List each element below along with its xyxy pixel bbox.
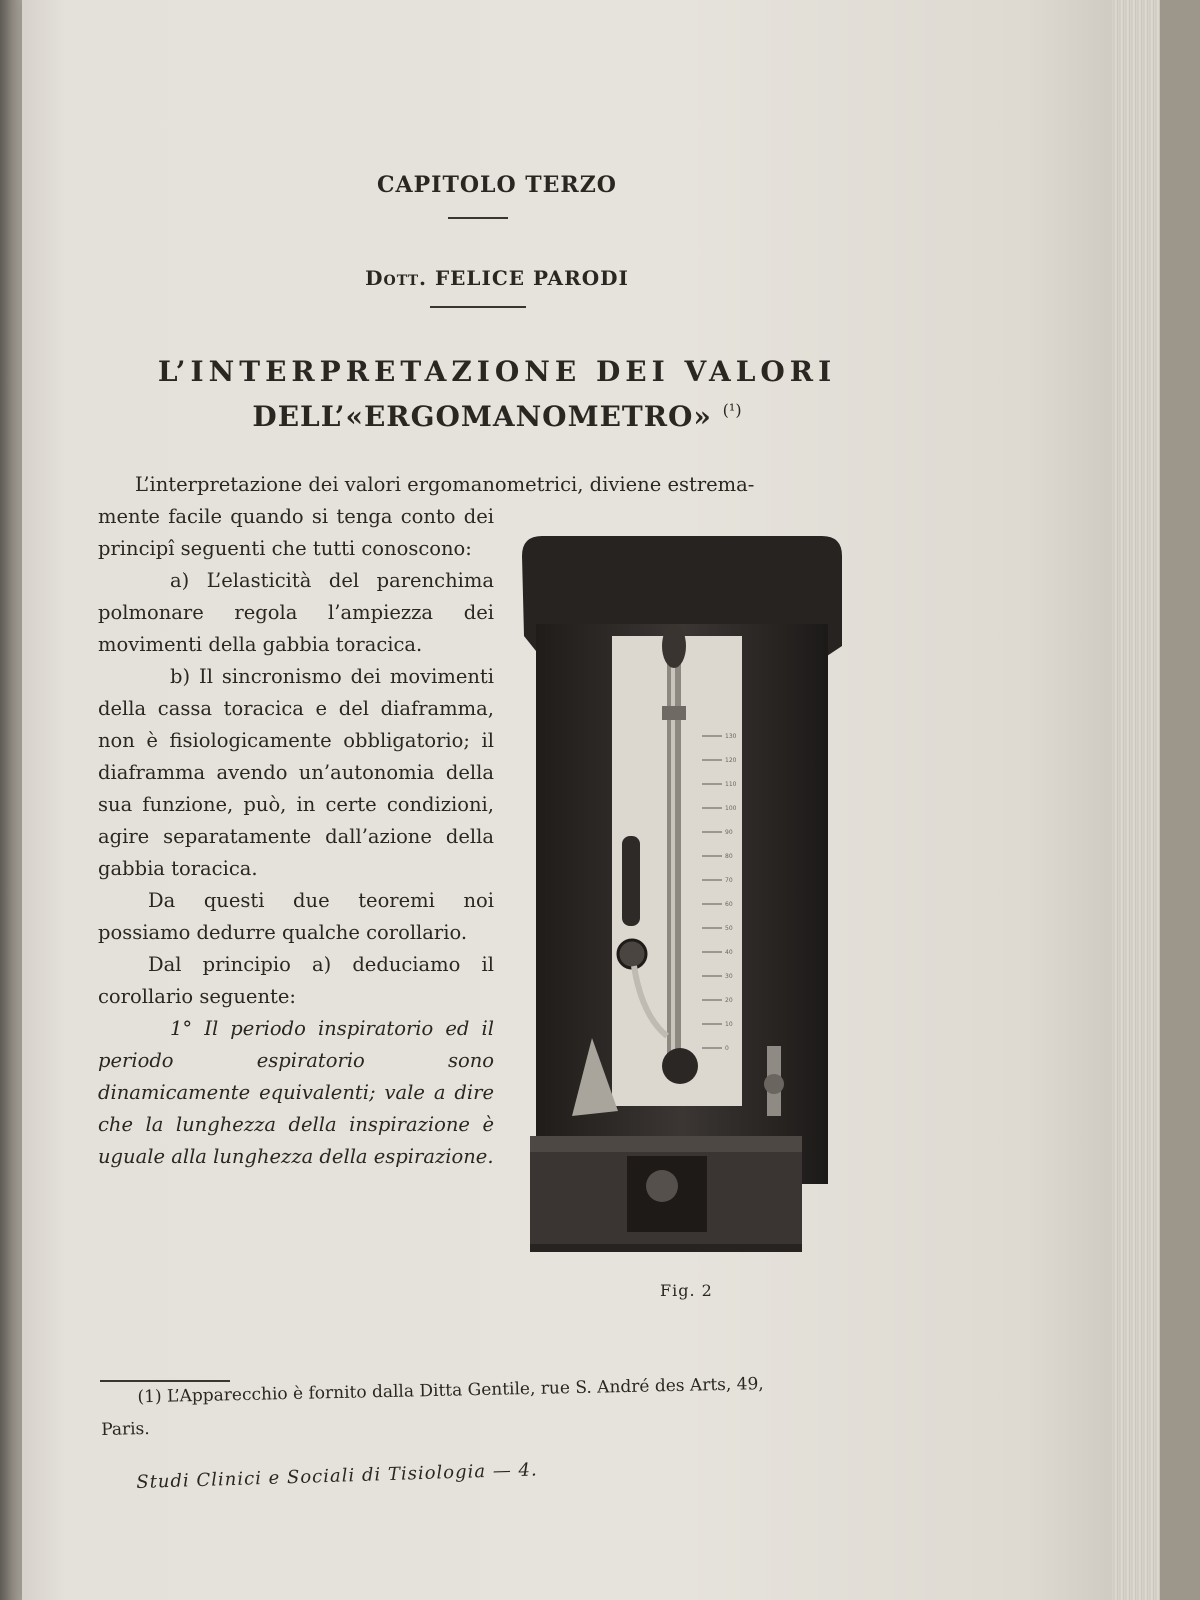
- scale-label: 10: [725, 1021, 733, 1028]
- paragraph-1: mente facile quando si tenga conto dei principî seguenti che tutti conoscono:: [98, 505, 494, 560]
- footnote-line-1: (1) L’Apparecchio è fornito dalla Ditta Gentile, rue S. André des Arts, 49,: [137, 1374, 764, 1408]
- title-note-mark: (¹): [722, 400, 742, 420]
- author-rule: [430, 306, 526, 308]
- author-name: FELICE PARODI: [434, 266, 629, 290]
- scale-label: 60: [725, 901, 733, 908]
- footnote-line-2: Paris.: [101, 1418, 150, 1440]
- paragraph-4: Da questi due teoremi noi possiamo dedurre qualche corollario.: [98, 889, 494, 944]
- intro-first-line: L’interpretazione dei valori ergomanometrici, diviene estrema-: [135, 473, 755, 496]
- scale-label: 40: [725, 949, 733, 956]
- paragraph-2: a) L’elasticità del parenchima polmonare regola l’ampiezza dei movimenti della gabbia toracica.: [98, 569, 494, 656]
- scale-label: 20: [725, 997, 733, 1004]
- chapter-heading: CAPITOLO TERZO: [377, 172, 617, 198]
- figure-caption: Fig. 2: [660, 1281, 713, 1300]
- scale-label: 90: [725, 829, 733, 836]
- scale-label: 100: [725, 805, 737, 812]
- paragraph-3: b) Il sincronismo dei movimenti della cassa toracica e del diaframma, non è fisiologicamente obbligatorio; il diaframma avendo un’autonomia della sua funzione, può, in certe condizioni, agire separatamente dall’azione della gabbia toracica.: [98, 665, 494, 880]
- title-line-2-text: DELL’«ERGOMANOMETRO»: [252, 400, 712, 433]
- author-prefix: Dott.: [365, 266, 428, 290]
- author-line: [22, 266, 972, 290]
- scale-label: 70: [725, 877, 733, 884]
- scale-label: 130: [725, 733, 737, 740]
- text-column: [98, 501, 494, 1173]
- title-line-2: [22, 400, 972, 433]
- background: [1160, 0, 1200, 1600]
- ergomanometer-photo: [522, 536, 862, 1270]
- chapter-rule: [448, 217, 508, 219]
- scale-label: 120: [725, 757, 737, 764]
- scale-label: 50: [725, 925, 733, 932]
- scale-label: 110: [725, 781, 737, 788]
- page-edges: [1112, 0, 1164, 1600]
- scale-label: 0: [725, 1045, 729, 1052]
- scale-label: 80: [725, 853, 733, 860]
- paragraph-6: 1° Il periodo inspiratorio ed il periodo espiratorio sono dinamicamente equivalenti; vale a dire che la lunghezza della inspirazione è uguale alla lunghezza della espirazione.: [98, 1017, 494, 1168]
- scale-label: 30: [725, 973, 733, 980]
- title-line-1: L’INTERPRETAZIONE DEI VALORI: [157, 355, 837, 388]
- running-footer: Studi Clinici e Sociali di Tisiologia — 4.: [136, 1459, 538, 1493]
- paragraph-5: Dal principio a) deduciamo il corollario seguente:: [98, 953, 494, 1008]
